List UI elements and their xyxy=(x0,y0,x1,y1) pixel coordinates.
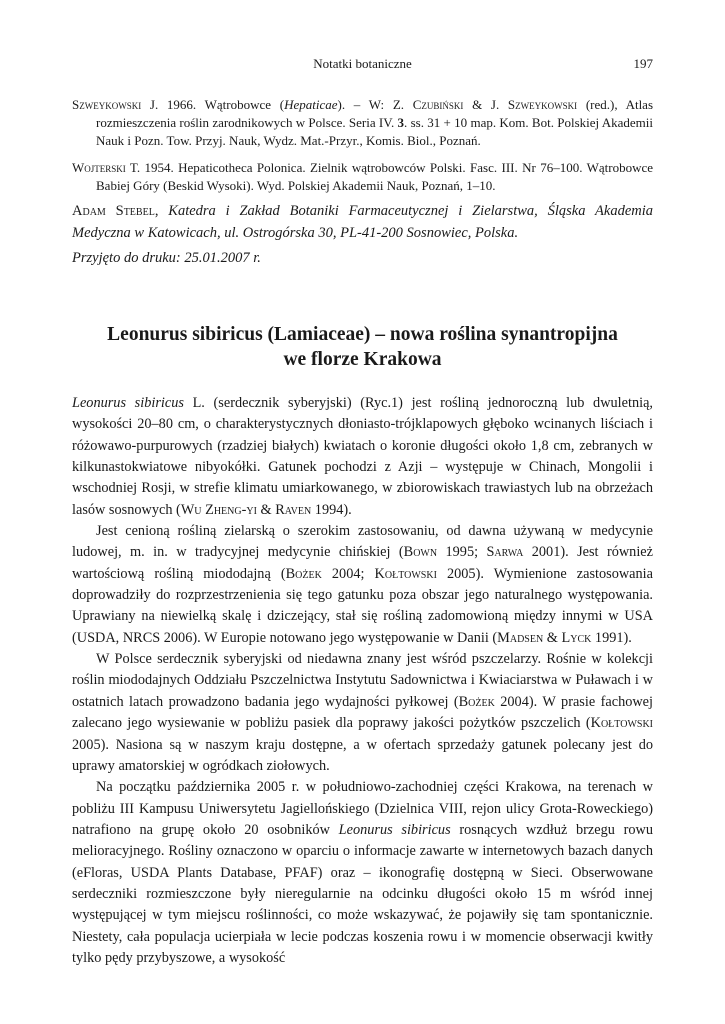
citation: Kołtowski xyxy=(374,565,437,582)
paragraph-text: 2005). Wymienione zastosowania doprowadziły do rozprzestrzenienia się tego gatunku poza obszar jego naturalnego występowania. Uprawiany na niewielką skalę i dziczejący, stał się rośliną zadomowioną między innymi w USA (USDA, NRCS 2006). W Europie notowano jego występowanie w Danii ( xyxy=(72,565,653,646)
paragraph-text: rosnących wzdłuż brzegu rowu melioracyjnego. Rośliny oznaczono w oparciu o informacje zawarte w internetowych bazach danych (eFloras, USDA Plants Database, PFAF) oraz – ikonografię dostępną w Sieci. Obserwowane serdeczniki rozmieszczone były nieregularnie na odcinku długości około 15 m wśród innej występującej w tym miejscu roślinności, co może wskazywać, że pojawiły się tam spontanicznie. Niestety, cała populacja ucierpiała w lecie podczas koszenia rowu i w momencie obserwacji kwitły tylko pędy przybyszowe, a wysokość xyxy=(72,821,654,966)
reference-entry xyxy=(72,96,653,150)
paragraph-text: 1995; xyxy=(437,544,487,561)
reference-text: T. 1954. Hepaticotheca Polonica. Zielnik wątrobowców Polski. Fasc. III. Nr 76–100. Wątrobowce Babiej Góry (Beskid Wysoki). Wyd. Polskiej Akademii Nauk, Poznań, 1–10. xyxy=(96,160,653,193)
citation: Kołtowski xyxy=(590,715,653,732)
paragraph xyxy=(72,521,653,649)
separator: , xyxy=(154,203,169,219)
species-name: Leonurus sibiricus xyxy=(338,821,451,838)
reference-editor: Czubiński xyxy=(412,97,464,112)
citation: Sarwa xyxy=(486,544,524,561)
paragraph-text: Na początku października 2005 r. w południowo-zachodniej części Krakowa, na terenach w pobliżu III Kampusu Uniwersytetu Jagiellońskiego (Dzielnica VIII, rejon ulicy Grota-Roweckiego) natrafiono na grupę około 20 osobników xyxy=(72,779,653,838)
paragraph-text: Jest cenioną rośliną zielarską o szerokim zastosowaniu, od dawna używaną w medycynie ludowej, m. in. w tradycyjnej medycynie chińskiej ( xyxy=(72,523,653,561)
article-body xyxy=(72,393,653,969)
citation: Bown xyxy=(403,544,438,561)
paragraph-text: 1994). xyxy=(311,501,352,518)
page-number: 197 xyxy=(633,56,653,71)
article-title-line: Leonurus sibiricus (Lamiaceae) – nowa roślina synantropijna xyxy=(107,324,618,345)
citation: Lyck xyxy=(561,629,592,646)
reference-text: (red.), Atlas rozmieszczenia roślin zarodnikowych w Polsce. Seria IV. xyxy=(96,97,654,130)
paragraph xyxy=(72,649,653,777)
paragraph-text: & xyxy=(543,629,562,646)
citation: Wu Zheng-yi xyxy=(180,501,257,518)
reference-entry xyxy=(72,159,653,195)
accepted-date: Przyjęto do druku: 25.01.2007 r. xyxy=(72,250,261,266)
reference-text: . ss. 31 + 10 map. Kom. Bot. Polskiej Akademii Nauk i Pozn. Tow. Przyj. Nauk, Wydz. Mat.-Przyr., Komis. Biol., Poznań. xyxy=(96,115,653,148)
paragraph-text: & xyxy=(256,501,276,518)
reference-text: & J. xyxy=(463,97,508,112)
reference-editor: Szweykowski xyxy=(507,97,578,112)
citation: Bożek xyxy=(285,565,322,582)
reference-author: Wojterski xyxy=(72,160,126,175)
running-title: Notatki botaniczne xyxy=(313,56,412,71)
paragraph-text: 2004; xyxy=(321,565,375,582)
paragraph-text: 1991). xyxy=(591,629,632,646)
paragraph xyxy=(72,393,653,521)
reference-list xyxy=(72,96,653,204)
reference-author: Szweykowski xyxy=(72,97,142,112)
paragraph-text: 2004). W prasie fachowej zalecano jego wysiewanie w pobliżu pasiek dla poprawy jakości pożytków pszczelich ( xyxy=(72,693,654,732)
affiliation: Katedra i Zakład Botaniki Farmaceutycznej i Zielarstwa, Śląska Akademia Medyczna w Katowicach, ul. Ostrogórska 30, PL-41-200 Sosnowiec, Polska. xyxy=(72,203,654,241)
author-affiliation xyxy=(72,200,653,244)
citation: Madsen xyxy=(497,629,544,646)
paragraph xyxy=(72,777,653,969)
citation: Raven xyxy=(275,501,312,518)
reference-text: J. 1966. Wątrobowce ( xyxy=(141,97,285,112)
species-name: Leonurus sibiricus xyxy=(72,395,184,411)
reference-taxon: Hepaticae xyxy=(284,97,338,112)
reference-text: ). – W: Z. xyxy=(337,97,413,112)
reference-volume: 3 xyxy=(397,115,405,130)
article-title xyxy=(72,322,653,372)
paragraph-text: W Polsce serdecznik syberyjski od niedawna znany jest wśród pszczelarzy. Rośnie w kolekcji roślin miododajnych Oddziału Pszczelnictwa Instytutu Sadownictwa i Kwiaciarstwa w Puławach i w ostatnich latach prowadzono badania jego wydajności pyłkowej ( xyxy=(72,651,653,710)
author-name: Adam Stebel xyxy=(72,203,155,219)
paragraph-text: 2005). Nasiona są w naszym kraju dostępne, a w ofertach sprzedaży gatunek polecany jest do uprawy amatorskiej w ogródkach ziołowych. xyxy=(72,736,653,774)
paragraph-text: L. (serdecznik syberyjski) (Ryc.1) jest rośliną jednoroczną lub dwuletnią, wysokości 20–80 cm, o charakterystycznych dłoniasto-trójklapowych głęboko wcinanych liściach i różowawo-purpurowych (rzadziej białych) kwiatach o koronie długości około 1,8 cm, zebranych w kilkunastokwiatowe nibyokółki. Gatunek pochodzi z Azji – występuje w Chinach, Mongolii i wschodniej Rosji, w strefie klimatu umiarkowanego, w zbiorowiskach trawiastych lub na obrzeżach lasów sosnowych ( xyxy=(72,395,653,518)
article-title-line: we florze Krakowa xyxy=(283,349,442,370)
citation: Bożek xyxy=(458,693,495,710)
paragraph-text: 2001). Jest również wartościową rośliną miododajną ( xyxy=(72,544,653,582)
running-header xyxy=(72,56,653,76)
